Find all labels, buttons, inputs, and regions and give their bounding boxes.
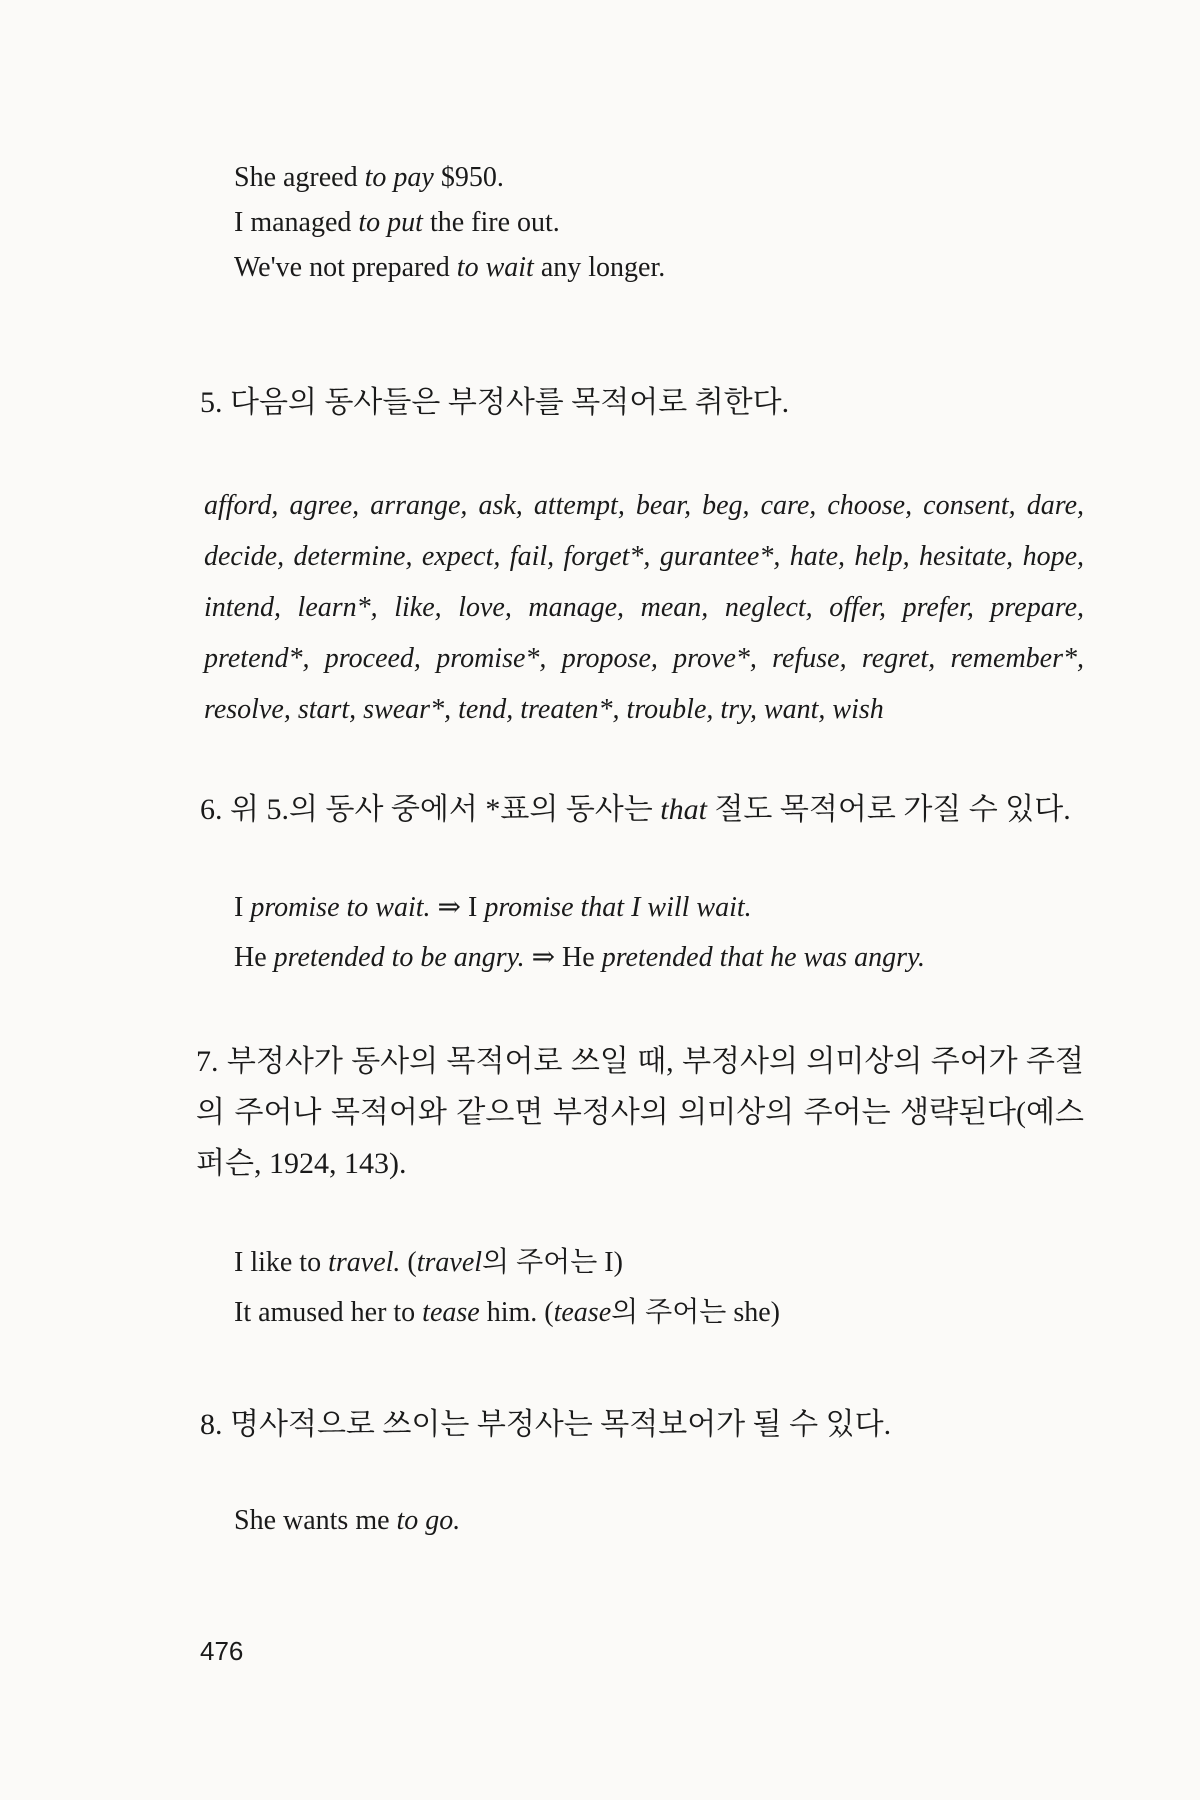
example-line: She wants me to go. [234,1505,461,1536]
example-line: We've not prepared to wait any longer. [234,252,666,283]
page-number: 476 [200,1636,244,1666]
section-5-heading: 5. 다음의 동사들은 부정사를 목적어로 취한다. [200,386,790,419]
section-8-heading: 8. 명사적으로 쓰이는 부정사는 목적보어가 될 수 있다. [200,1408,892,1441]
section-7-paragraph: 7. 부정사가 동사의 목적어로 쓰일 때, 부정사의 의미상의 주어가 주절의 주어나 목적어와 같으면 부정사의 의미상의 주어는 생략된다(예스퍼슨, 1924, 143). [196,1045,1084,1180]
example-line: She agreed to pay $950. [234,162,504,193]
example-line: I promise to wait. ⇒ I promise that I will wait. [234,892,752,923]
verb-list: afford, agree, arrange, ask, attempt, bear, beg, care, choose, consent, dare, decide, determine, expect, fail, forget*, gurantee*, hate, help, hesitate, hope, intend, learn*, like, love, manage, mean, neglect, offer, prefer, prepare, pretend*, proceed, promise*, propose, prove*, refuse, regret, remember*, resolve, start, swear*, tend, treaten*, trouble, try, want, wish [204,490,1084,725]
example-line: He pretended to be angry. ⇒ He pretended that he was angry. [234,942,925,973]
example-line: It amused her to tease him. (tease의 주어는 she) [234,1297,780,1328]
section-6-heading: 6. 위 5.의 동사 중에서 *표의 동사는 that 절도 목적어로 가질 수 있다. [200,793,1071,826]
example-line: I managed to put the fire out. [234,207,560,238]
example-line: I like to travel. (travel의 주어는 I) [234,1247,623,1278]
